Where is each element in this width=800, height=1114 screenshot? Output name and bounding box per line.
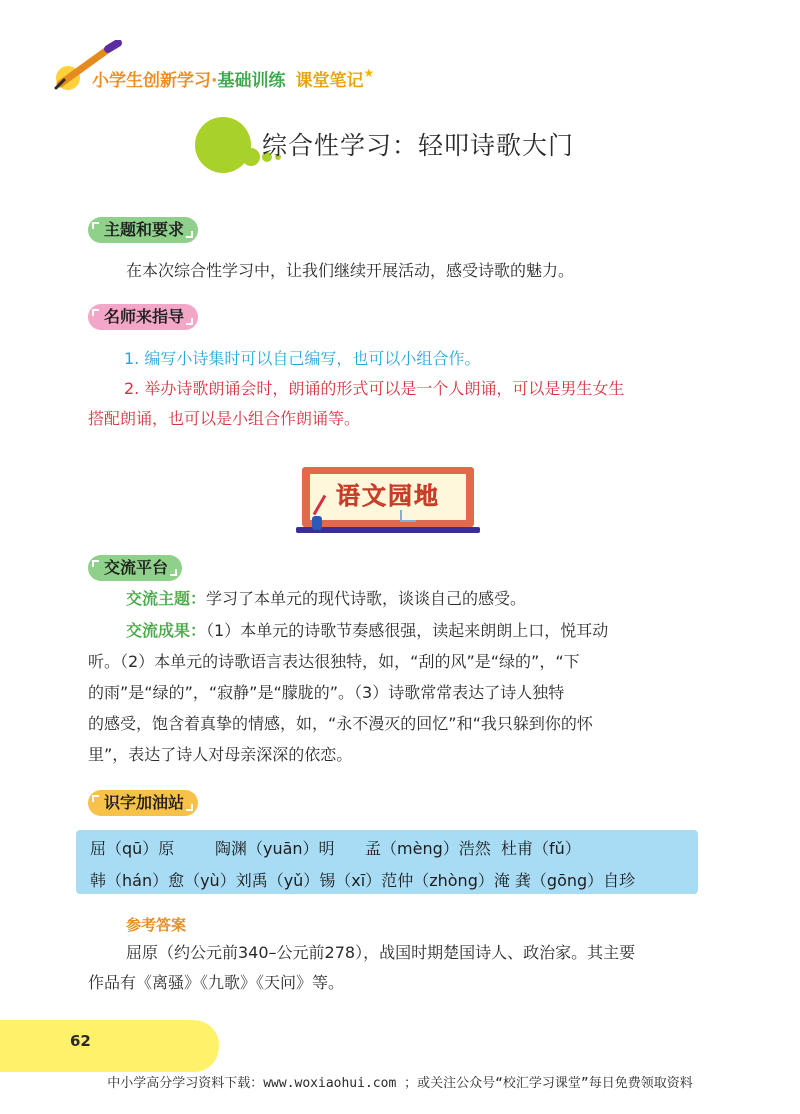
exchange-result-text: （1）本单元的诗歌节奏感很强，读起来朗朗上口，悦耳动 — [206, 621, 609, 640]
theme-text: 在本次综合性学习中，让我们继续开展活动，感受诗歌的魅力。 — [126, 261, 575, 280]
header-dot: · — [211, 71, 218, 91]
exchange-theme — [126, 584, 526, 614]
title-bubble-dot — [242, 148, 260, 166]
chalk-icon — [312, 516, 322, 530]
character-row-1: 屈（qū）原 陶渊（yuān）明 孟（mèng）浩然 杜甫（fǔ） — [90, 839, 581, 858]
page-title: 综合性学习：轻叩诗歌大门 — [262, 131, 575, 160]
tag-literacy-station: 识字加油站 — [88, 790, 198, 816]
exchange-result-line-5: 里”，表达了诗人对母亲深深的依恋。 — [88, 745, 353, 764]
answer-label: 参考答案 — [126, 916, 187, 934]
guidance-item-2-line-2: 搭配朗诵，也可以是小组合作朗诵等。 — [88, 409, 361, 428]
header-series-name: 小学生创新学习 — [92, 71, 211, 91]
exchange-theme-label: 交流主题： — [126, 589, 207, 608]
answer-line-1: 屈原（约公元前340–公元前278），战国时期楚国诗人、政治家。其主要 — [126, 943, 636, 962]
chalkboard-tray — [296, 527, 480, 533]
character-row-2: 韩（hán）愈（yù）刘禹（yǔ）锡（xī）范仲（zhòng）淹 龚（gōng）自珍 — [90, 871, 636, 890]
title-bubble-icon — [195, 117, 251, 173]
chalkboard-title: 语文园地 — [336, 482, 440, 510]
page-number: 62 — [70, 1032, 91, 1050]
star-icon: ★ — [363, 66, 375, 80]
tag-theme-requirements: 主题和要求 — [88, 217, 198, 243]
tag-teacher-guidance: 名师来指导 — [88, 304, 198, 330]
exchange-result-line-1 — [126, 616, 608, 646]
footer-swoosh — [0, 1020, 227, 1072]
exchange-theme-text: 学习了本单元的现代诗歌，谈谈自己的感受。 — [206, 589, 527, 608]
tag-exchange-platform: 交流平台 — [88, 555, 182, 581]
guidance-item-2-line-1: 2. 举办诗歌朗诵会时，朗诵的形式可以是一个人朗诵，可以是男生女生 — [124, 379, 625, 398]
character-box — [76, 830, 698, 894]
header-basic-training: 基础训练 — [217, 71, 286, 91]
exchange-result-label: 交流成果： — [126, 621, 207, 640]
exchange-result-line-4: 的感受，饱含着真挚的情感，如，“永不漫灭的回忆”和“我只躲到你的怀 — [88, 714, 593, 733]
answer-line-2: 作品有《离骚》《九歌》《天问》等。 — [88, 973, 345, 992]
exchange-result-line-3: 的雨”是“绿的”，“寂静”是“朦胧的”。（3）诗歌常常表达了诗人独特 — [88, 683, 565, 702]
header-class-notes: 课堂笔记 — [295, 71, 364, 91]
footer-watermark-text: 中小学高分学习资料下载：www.woxiaohui.com ；或关注公众号“校汇学习课堂”每日免费领取资料 — [107, 1076, 693, 1091]
exchange-result-line-2: 听。（2）本单元的诗歌语言表达很独特，如，“刮的风”是“绿的”，“下 — [88, 652, 580, 671]
guidance-item-1: 1. 编写小诗集时可以自己编写，也可以小组合作。 — [124, 349, 481, 368]
header-banner — [92, 66, 374, 91]
eraser-icon — [400, 510, 416, 522]
